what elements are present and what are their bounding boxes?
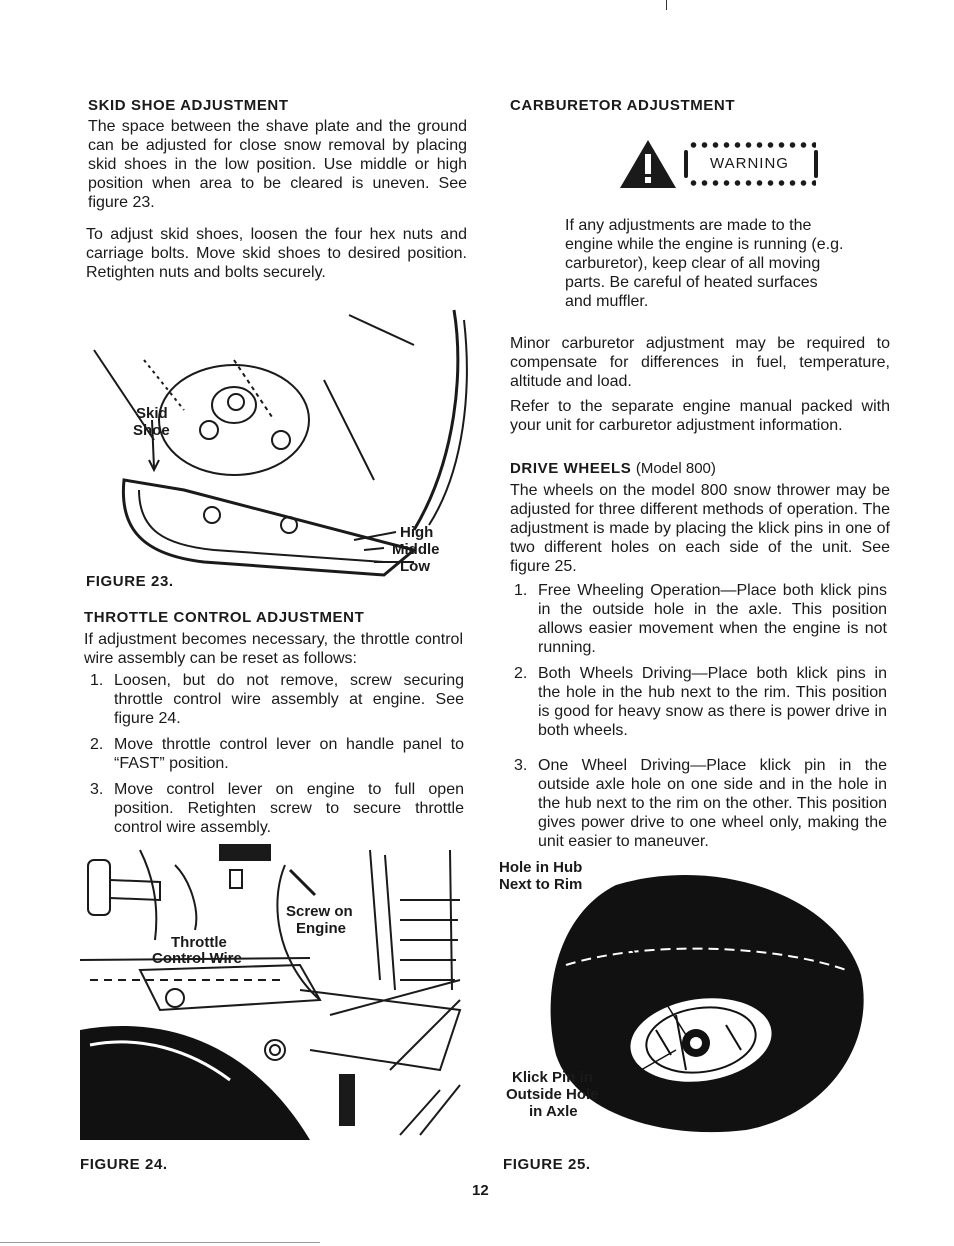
throttle-step-2 [90, 735, 464, 773]
warning-banner [618, 138, 828, 190]
drive-wheels-heading [510, 460, 716, 478]
warning-dots-top [688, 142, 816, 148]
step-text: Both Wheels Driving—Place both klick pins in the hole in the hub next to the rim. This position is good for heavy snow as there is power drive in both wheels. [538, 665, 887, 739]
carburetor-heading: CARBURETOR ADJUSTMENT [510, 97, 736, 114]
step-text: Loosen, but do not remove, screw securing throttle control wire assembly at engine. See figure 24. [114, 672, 464, 727]
throttle-intro: If adjustment becomes necessary, the throttle control wire assembly can be reset as follows: [84, 631, 463, 667]
step-number: 3. [90, 781, 104, 798]
step-number: 2. [514, 665, 528, 682]
fig24-label-screw-line1: Screw on [286, 903, 353, 920]
throttle-wire-drawing [80, 840, 462, 1140]
top-tick [666, 0, 667, 10]
step-number: 1. [514, 582, 528, 599]
fig25-label-pin-line1: Klick Pin in [512, 1069, 593, 1086]
throttle-step-3 [90, 780, 464, 837]
drive-step-1 [514, 581, 887, 657]
warning-dots-bottom [688, 180, 816, 186]
step-text: One Wheel Driving—Place klick pin in the outside axle hole on one side and in the hole in the hub next to the rim on the other. This position gives power drive to one wheel only, making the unit easier to maneuver. [538, 757, 887, 850]
drive-wheels-model: (Model 800) [635, 460, 716, 477]
figure-24-caption: FIGURE 24. [80, 1156, 168, 1173]
skid-shoe-paragraph-2: To adjust skid shoes, loosen the four hex nuts and carriage bolts. Move skid shoes to desired position. Retighten nuts and bolts securely. [86, 226, 467, 281]
fig23-label-low: Low [400, 558, 430, 575]
step-number: 1. [90, 672, 104, 689]
fig23-label-shoe: Shoe [133, 422, 170, 439]
step-number: 2. [90, 736, 104, 753]
warning-bracket-left [684, 150, 688, 178]
fig24-label-screw-line2: Engine [296, 920, 347, 937]
warning-triangle-icon [618, 138, 678, 190]
bottom-rule [0, 1242, 320, 1243]
warning-text: If any adjustments are made to the engine while the engine is running (e.g. carburetor), keep clear of all moving parts. Be careful of heated surfaces and muffler. [565, 217, 844, 310]
drive-step-3 [514, 756, 887, 851]
skid-shoe-heading: SKID SHOE ADJUSTMENT [88, 97, 289, 114]
fig23-label-middle: Middle [392, 541, 440, 558]
fig23-label-high: High [400, 524, 434, 541]
figure-23-caption: FIGURE 23. [86, 573, 174, 590]
figure-25-illustration [496, 855, 876, 1145]
drive-step-2 [514, 664, 887, 740]
step-text: Move throttle control lever on handle panel to “FAST” position. [114, 736, 464, 772]
drive-wheels-intro: The wheels on the model 800 snow thrower may be adjusted for three different methods of operation. The adjustment is made by placing the klick pins in one of two different holes on each side of the unit. See figure 25. [510, 482, 890, 575]
throttle-heading: THROTTLE CONTROL ADJUSTMENT [84, 609, 365, 626]
warning-label: WARNING [710, 155, 789, 172]
step-text: Free Wheeling Operation—Place both klick pins in the outside hole in the axle. This position allows easier movement when the engine is not running. [538, 582, 887, 656]
warning-bracket-right [814, 150, 818, 178]
drive-wheels-steps [514, 581, 887, 851]
fig25-label-pin-line3: in Axle [529, 1103, 578, 1120]
throttle-steps [90, 671, 464, 837]
page-number: 12 [472, 1182, 489, 1199]
step-number: 3. [514, 757, 528, 774]
fig23-label-skid: Skid [136, 405, 168, 422]
figure-24-illustration [80, 840, 462, 1140]
figure-25-caption: FIGURE 25. [503, 1156, 591, 1173]
carburetor-paragraph-1: Minor carburetor adjustment may be required to compensate for differences in fuel, temperature, altitude and load. [510, 335, 890, 390]
drive-wheels-title: DRIVE WHEELS [510, 460, 632, 477]
skid-shoe-paragraph-1: The space between the shave plate and the ground can be adjusted for close snow removal by placing skid shoes in the low position. Use middle or high position when area to be cleared is uneven. See figure 23. [88, 118, 467, 211]
carburetor-paragraph-2: Refer to the separate engine manual packed with your unit for carburetor adjustment information. [510, 398, 890, 434]
fig24-label-throttle-line2: Control Wire [152, 950, 242, 967]
fig25-label-hub-line1: Hole in Hub [499, 859, 583, 876]
throttle-step-1 [90, 671, 464, 728]
fig25-label-pin-line2: Outside Hole [506, 1086, 599, 1103]
fig25-label-hub-line2: Next to Rim [499, 876, 583, 893]
figure-23-illustration [84, 300, 474, 585]
fig24-label-throttle-line1: Throttle [171, 934, 227, 951]
step-text: Move control lever on engine to full open position. Retighten screw to secure throttle control wire assembly. [114, 781, 464, 836]
